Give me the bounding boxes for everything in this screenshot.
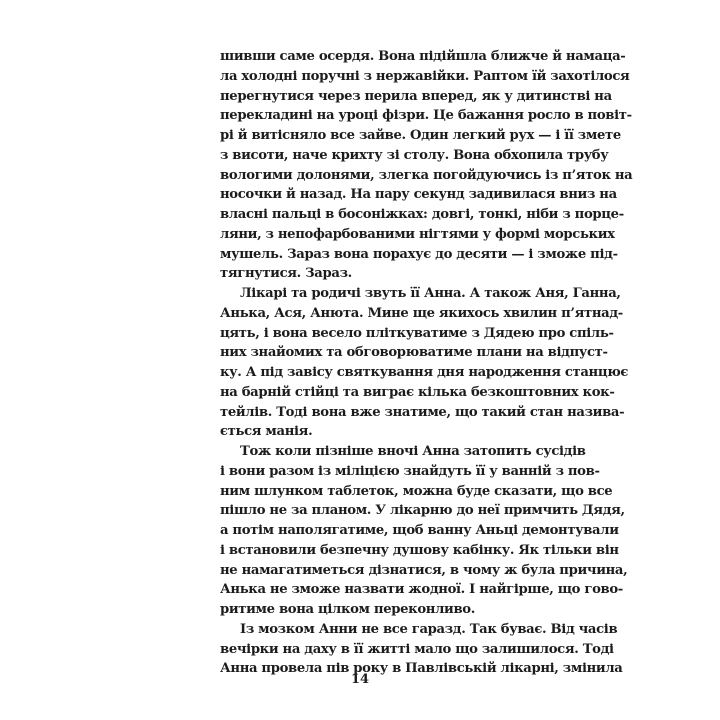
- text-line: вечірки на даху в її житті мало що залишилося. Тоді: [220, 641, 614, 657]
- paragraph-start: Тож коли пізніше вночі Анна затопить сусідів: [240, 444, 586, 459]
- text-line: ляни, з непофарбованими нігтями у формі морських: [220, 226, 615, 242]
- text-line: Анна провела пів року в Павлівській лікарні, змінила: [220, 661, 623, 677]
- text-line: не намагатиметься дізнатися, в чому ж була причина,: [220, 562, 628, 578]
- text-line: шивши саме осердя. Вона підійшла ближче й намаца-: [220, 49, 626, 64]
- text-line: мушель. Зараз вона порахує до десяти — і зможе під-: [220, 246, 618, 262]
- page-number: 14: [350, 672, 370, 687]
- text-line: ритиме вона цілком переконливо.: [220, 602, 475, 617]
- text-line: Анька не зможе назвати жодної. І найгірше, що гово-: [220, 582, 623, 598]
- text-line: носочки й назад. На пару секунд задивилася вниз на: [220, 187, 617, 203]
- text-line: і вони разом із міліцією знайдуть її у ванній з пов-: [220, 463, 600, 479]
- text-line: тейлів. Тоді вона вже знатиме, що такий стан назива-: [220, 404, 625, 420]
- text-line: власні пальці в босоніжках: довгі, тонкі, ніби з порце-: [220, 207, 624, 222]
- text-line: пішло не за планом. У лікарню до неї примчить Дядя,: [220, 503, 625, 519]
- text-line: і встановили безпечну душову кабінку. Як тільки він: [220, 542, 619, 558]
- paragraph-start: Лікарі та родичі звуть її Анна. А також Аня, Ганна,: [240, 286, 621, 301]
- text-line: Анька, Ася, Анюта. Мине ще якихось хвилин п’ятнад-: [220, 305, 623, 321]
- text-line: цять, і вона весело пліткуватиме з Дядею про спіль-: [220, 325, 614, 341]
- text-line: ку. А під завісу святкування дня народження станцює: [220, 365, 629, 380]
- text-line: вологими долонями, злегка погойдуючись із п’яток на: [220, 167, 633, 183]
- text-line: а потім наполягатиме, щоб ванну Аньці демонтували: [220, 523, 619, 538]
- text-line: них знайомих та обговорюватиме плани на відпуст-: [220, 345, 608, 361]
- text-line: ним шлунком таблеток, можна буде сказати, що все: [220, 483, 613, 499]
- body-text: [220, 47, 633, 679]
- text-line: ється манія.: [220, 424, 313, 440]
- text-line: перегнутися через перила вперед, як у дитинстві на: [220, 88, 612, 104]
- paragraph-start: Із мозком Анни не все гаразд. Так буває. Від часів: [240, 621, 618, 637]
- text-line: тягнутися. Зараз.: [220, 266, 352, 282]
- text-line: на барній стійці та виграє кілька безкоштовних кок-: [220, 384, 615, 400]
- text-line: з висоти, наче крихту зі столу. Вона обхопила трубу: [220, 147, 609, 163]
- text-line: ла холодні поручні з нержавійки. Раптом їй захотілося: [220, 68, 630, 84]
- text-line: перекладині на уроці фізри. Це бажання росло в повіт-: [220, 108, 632, 124]
- text-line: рі й витісняло все зайве. Один легкий рух — і її змете: [220, 128, 621, 143]
